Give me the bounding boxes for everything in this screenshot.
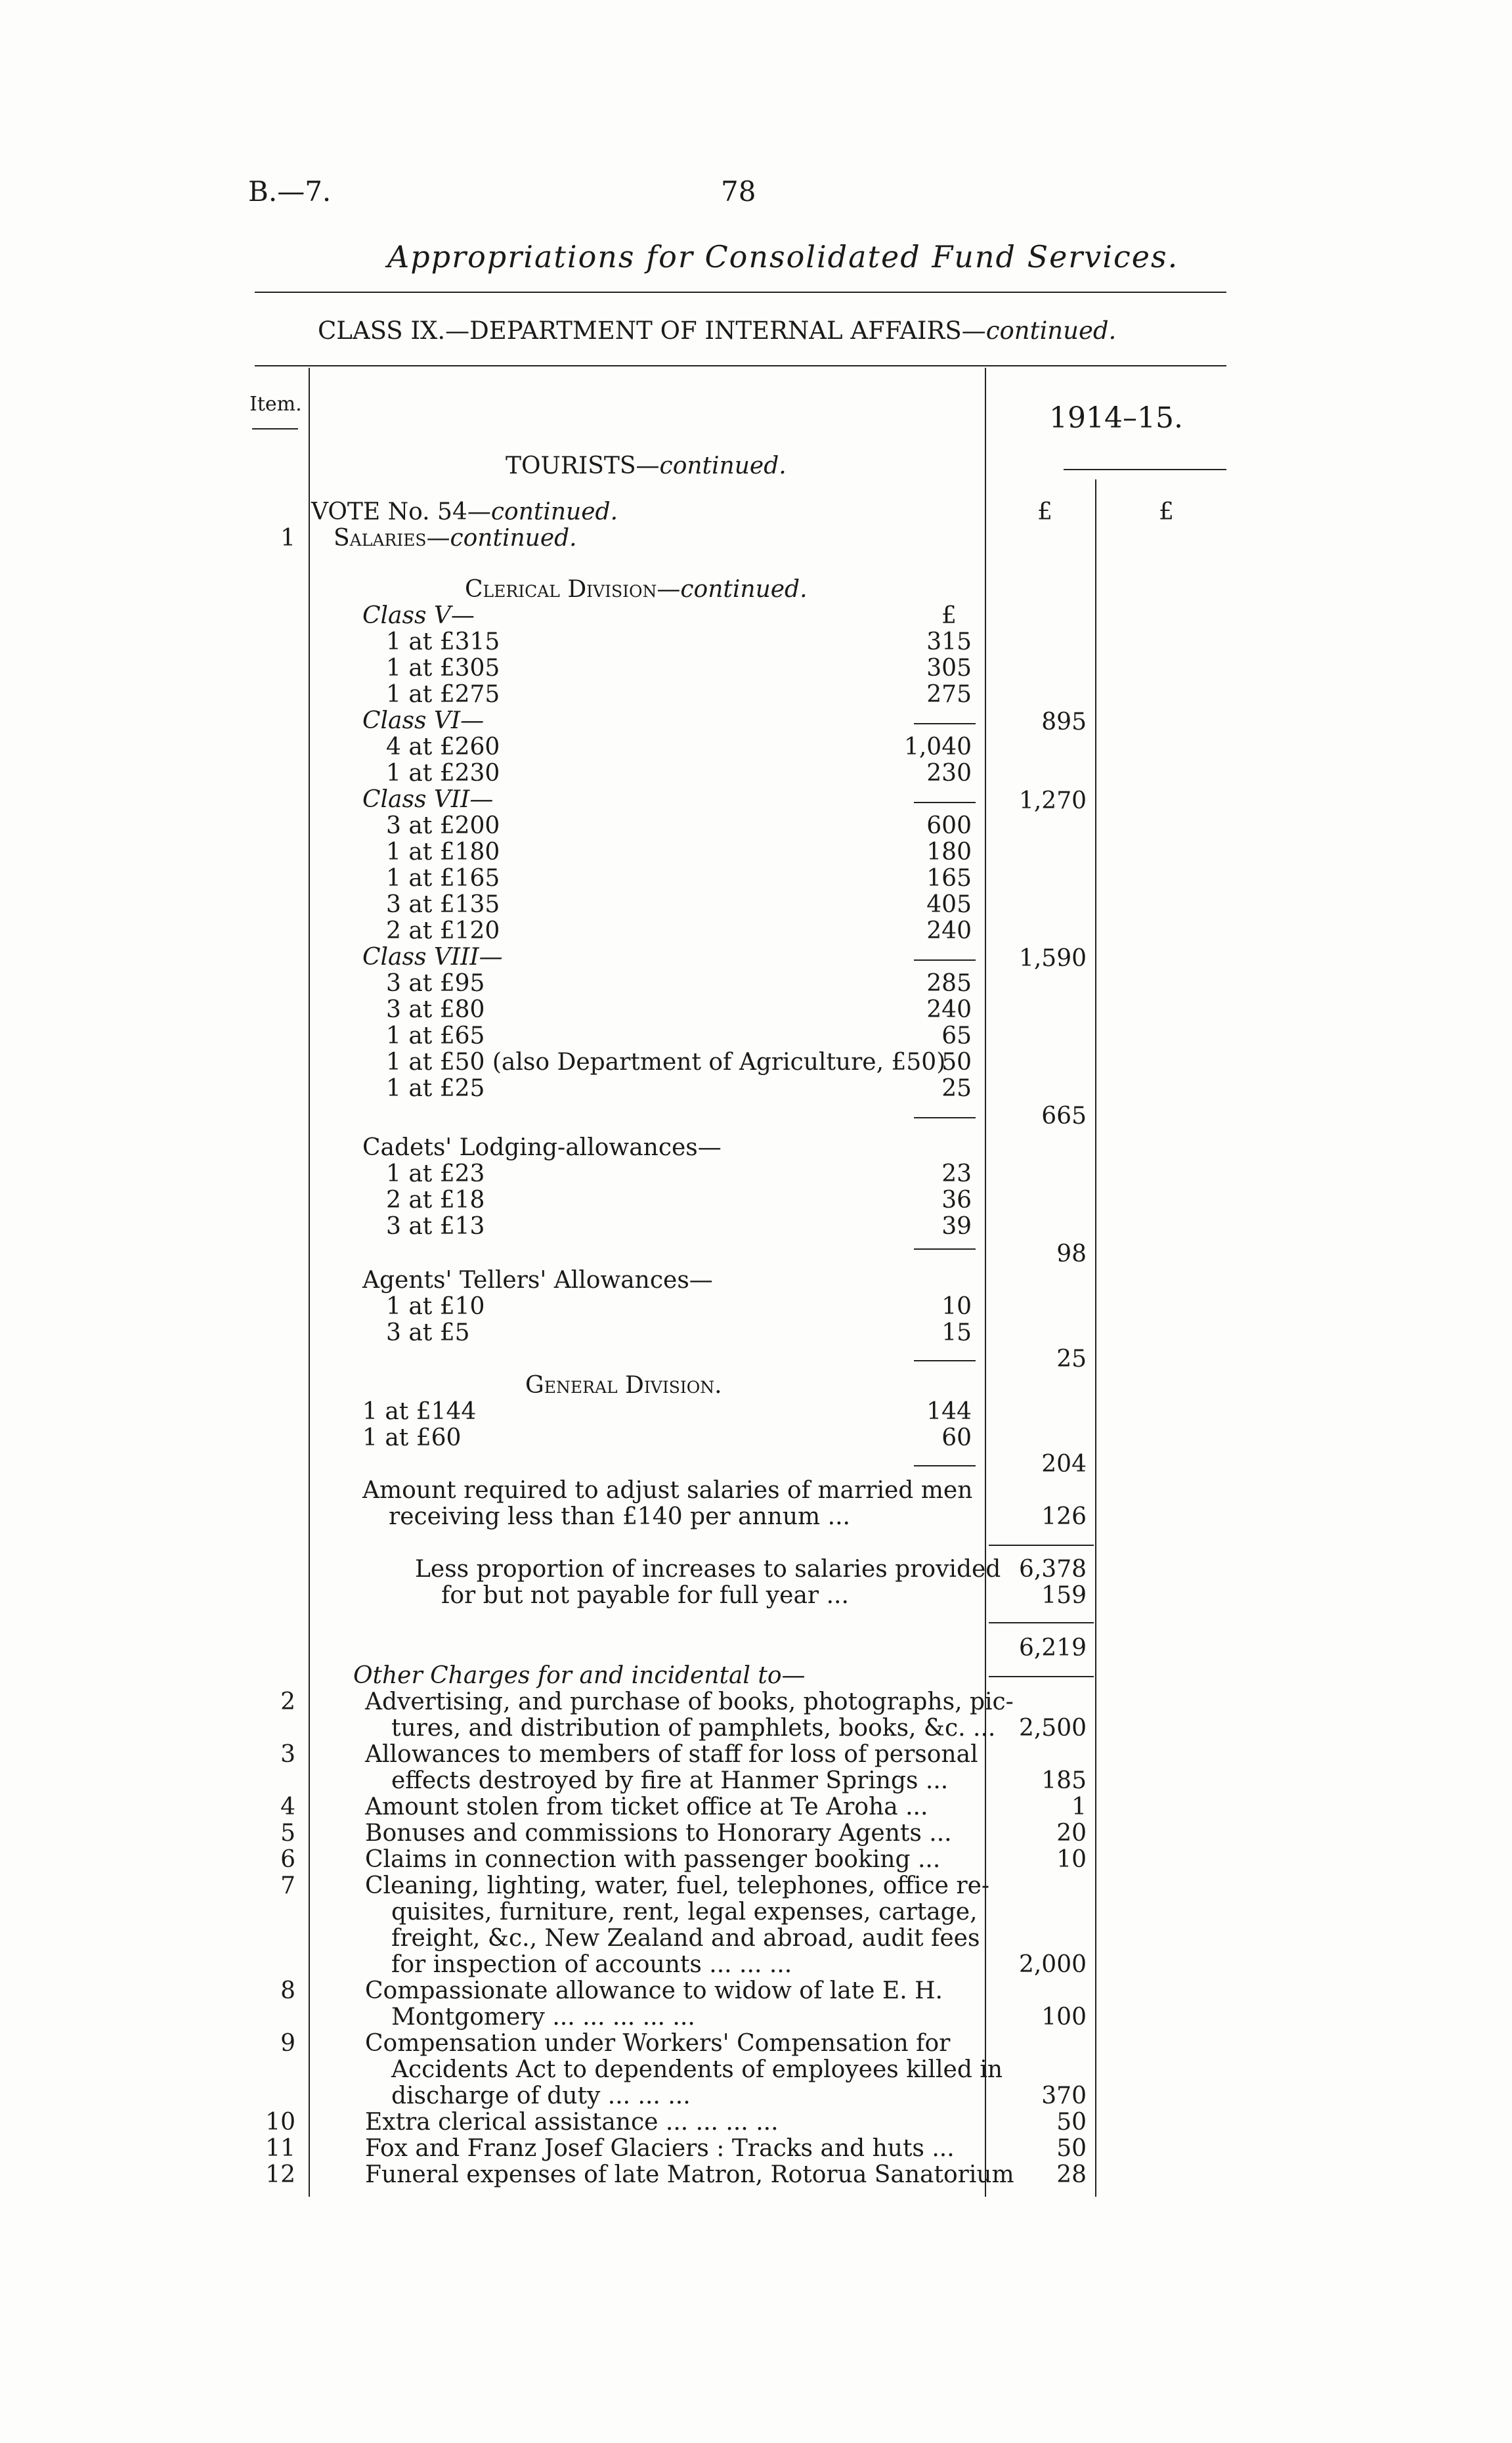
net-total-amount: 6,219 [1018, 1635, 1087, 1662]
class-vi-row-amount: 230 [926, 760, 972, 787]
class-viii-row-desc: 3 at £95 [386, 970, 485, 997]
class-vii-label: Class VII— [362, 786, 494, 813]
married-adjustment-line2: receiving less than £140 per annum ... [389, 1503, 850, 1530]
class-viii-row-desc: 1 at £65 [386, 1023, 485, 1049]
charge-line: Fox and Franz Josef Glaciers : Tracks and huts ... [365, 2135, 955, 2162]
subtotal-rule [989, 1545, 1094, 1546]
cadets-row-amount: 36 [941, 1187, 972, 1214]
class-viii-row-amount: 50 [941, 1049, 972, 1076]
subtotal-rule [914, 959, 976, 961]
class-v-row-desc: 1 at £275 [386, 681, 500, 708]
class-viii-row-amount: 240 [926, 996, 972, 1023]
net-total-rule [989, 1622, 1094, 1623]
other-charges-heading: Other Charges for and incidental to— [353, 1662, 806, 1689]
class-vii-row-amount: 180 [926, 839, 972, 866]
pound-sign-col2: £ [1037, 498, 1052, 525]
charge-line: Compassionate allowance to widow of late E. H. [365, 1977, 943, 2004]
agents-label: Agents' Tellers' Allowances— [362, 1267, 713, 1294]
class-vii-row-desc: 1 at £165 [386, 865, 500, 892]
subtotal-rule [914, 1360, 976, 1361]
charge-line: Bonuses and commissions to Honorary Agents ... [365, 1820, 952, 1847]
pound-sign-col1: £ [941, 602, 957, 629]
class-vii-row-desc: 3 at £200 [386, 812, 500, 839]
general-division-heading: General Division. [525, 1372, 722, 1399]
cadets-row-desc: 1 at £23 [386, 1160, 485, 1187]
year-rule [1064, 469, 1226, 470]
charge-amount: 2,500 [1018, 1715, 1087, 1742]
charge-line: for inspection of accounts ... ... ... [391, 1951, 792, 1978]
charge-line: Montgomery ... ... ... ... ... [391, 2004, 695, 2031]
charge-amount: 50 [1056, 2135, 1087, 2162]
net-total-rule-bottom [989, 1676, 1094, 1677]
item-number: 9 [280, 2030, 295, 2057]
subtotal-rule [914, 723, 976, 724]
agents-row-amount: 15 [941, 1319, 972, 1346]
class-vii-row-desc: 2 at £120 [386, 917, 500, 944]
item-number: 12 [265, 2161, 295, 2188]
class-vi-row-desc: 4 at £260 [386, 734, 500, 760]
class-viii-row-amount: 25 [941, 1075, 972, 1102]
agents-row-amount: 10 [941, 1293, 972, 1320]
item-number: 7 [280, 1872, 295, 1899]
charge-line: Extra clerical assistance ... ... ... ... [365, 2109, 779, 2136]
clerical-heading: Clerical Division—continued. [465, 576, 808, 603]
page-number: 78 [721, 175, 756, 208]
charge-amount: 20 [1056, 1820, 1087, 1847]
class-viii-row-desc: 1 at £50 (also Department of Agriculture, £50) [386, 1049, 946, 1076]
charge-amount: 50 [1056, 2109, 1087, 2136]
charge-line: Amount stolen from ticket office at Te Aroha ... [365, 1794, 928, 1820]
cadets-row-desc: 3 at £13 [386, 1213, 485, 1240]
subtotal-rule [914, 802, 976, 803]
class-viii-total: 665 [1041, 1103, 1087, 1130]
class-viii-row-amount: 285 [926, 970, 972, 997]
vote-label: VOTE No. 54—continued. [311, 498, 618, 525]
subtotal-amount: 6,378 [1018, 1556, 1087, 1583]
class-v-row-amount: 315 [926, 628, 972, 655]
class-vi-total: 1,270 [1018, 787, 1087, 814]
item-column-rule [309, 368, 310, 2197]
class-v-row-desc: 1 at £305 [386, 655, 500, 682]
charge-amount: 100 [1041, 2004, 1087, 2031]
class-viii-row-amount: 65 [941, 1023, 972, 1049]
total-column-rule [1095, 479, 1096, 2197]
class-vii-row-amount: 405 [926, 891, 972, 918]
item-header-rule [252, 428, 298, 429]
item-number: 6 [280, 1846, 295, 1873]
charge-line: Cleaning, lighting, water, fuel, telephones, office re- [365, 1872, 990, 1899]
item-number: 3 [280, 1741, 295, 1768]
charge-amount: 1 [1071, 1794, 1087, 1820]
charge-line: Allowances to members of staff for loss of personal [365, 1741, 978, 1768]
charge-amount: 185 [1041, 1767, 1087, 1794]
class-vi-row-desc: 1 at £230 [386, 760, 500, 787]
title-rule [255, 292, 1226, 293]
less-proportion-line1: Less proportion of increases to salaries provided [415, 1556, 1001, 1583]
class-v-row-amount: 275 [926, 681, 972, 708]
item-number: 4 [280, 1794, 295, 1820]
pound-sign-col3: £ [1159, 498, 1174, 525]
married-adjustment-line1: Amount required to adjust salaries of married men [362, 1477, 973, 1504]
cadets-row-amount: 39 [941, 1213, 972, 1240]
salaries-label: Salaries—continued. [334, 525, 577, 552]
cadets-row-desc: 2 at £18 [386, 1187, 485, 1214]
class-vii-total: 1,590 [1018, 945, 1087, 972]
section-tourists: TOURISTS—continued. [506, 452, 787, 479]
item-number: 10 [265, 2109, 295, 2136]
item-column-header: Item. [249, 393, 302, 416]
class-v-total: 895 [1041, 709, 1087, 736]
agents-total: 25 [1056, 1346, 1087, 1373]
general-row-desc: 1 at £60 [362, 1424, 462, 1451]
item-number: 5 [280, 1820, 295, 1847]
charge-amount: 28 [1056, 2161, 1087, 2188]
class-vi-label: Class VI— [362, 707, 485, 734]
subtotal-rule [914, 1248, 976, 1250]
class-vii-row-desc: 1 at £180 [386, 839, 500, 866]
charge-line: discharge of duty ... ... ... [391, 2082, 691, 2109]
charge-line: Funeral expenses of late Matron, Rotorua Sanatorium [365, 2161, 1014, 2188]
class-vii-row-desc: 3 at £135 [386, 891, 500, 918]
general-total: 204 [1041, 1451, 1087, 1478]
cadets-row-amount: 23 [941, 1160, 972, 1187]
class-viii-label: Class VIII— [362, 944, 503, 971]
less-proportion-line2: for but not payable for full year ... [441, 1582, 849, 1609]
item-number: 11 [265, 2135, 295, 2162]
class-viii-row-desc: 1 at £25 [386, 1075, 485, 1102]
class-vii-row-amount: 600 [926, 812, 972, 839]
general-row-amount: 60 [941, 1424, 972, 1451]
class-heading: CLASS IX.—DEPARTMENT OF INTERNAL AFFAIRS—continued. [318, 317, 1117, 345]
charge-line: freight, &c., New Zealand and abroad, audit fees [391, 1925, 980, 1952]
item-number: 8 [280, 1977, 295, 2004]
charge-amount: 2,000 [1018, 1951, 1087, 1978]
amount-column-rule [985, 368, 986, 2197]
agents-row-desc: 1 at £10 [386, 1293, 485, 1320]
table-top-rule [255, 365, 1226, 366]
cadets-total: 98 [1056, 1241, 1087, 1267]
year-header: 1914–15. [1049, 401, 1183, 435]
charge-line: Compensation under Workers' Compensation for [365, 2030, 951, 2057]
general-row-amount: 144 [926, 1398, 972, 1425]
class-vi-row-amount: 1,040 [903, 734, 972, 760]
item-number: 1 [280, 525, 295, 552]
cadets-label: Cadets' Lodging-allowances— [362, 1134, 722, 1161]
charge-line: tures, and distribution of pamphlets, books, &c. ... [391, 1715, 996, 1742]
class-v-label: Class V— [362, 602, 475, 629]
class-v-row-amount: 305 [926, 655, 972, 682]
class-v-row-desc: 1 at £315 [386, 628, 500, 655]
document-reference: B.—7. [248, 175, 332, 208]
charge-amount: 370 [1041, 2082, 1087, 2109]
class-viii-row-desc: 3 at £80 [386, 996, 485, 1023]
less-proportion-amount: 159 [1041, 1582, 1087, 1609]
subtotal-rule [914, 1465, 976, 1466]
charge-line: Accidents Act to dependents of employees killed in [391, 2056, 1003, 2083]
married-adjustment-amount: 126 [1041, 1503, 1087, 1530]
charge-line: Claims in connection with passenger booking ... [365, 1846, 941, 1873]
page-title: Appropriations for Consolidated Fund Services. [387, 239, 1179, 275]
class-vii-row-amount: 240 [926, 917, 972, 944]
item-number: 2 [280, 1688, 295, 1715]
charge-line: quisites, furniture, rent, legal expenses, cartage, [391, 1899, 978, 1926]
class-vii-row-amount: 165 [926, 865, 972, 892]
subtotal-rule [914, 1117, 976, 1118]
agents-row-desc: 3 at £5 [386, 1319, 470, 1346]
general-row-desc: 1 at £144 [362, 1398, 477, 1425]
charge-line: Advertising, and purchase of books, photographs, pic- [365, 1688, 1014, 1715]
charge-amount: 10 [1056, 1846, 1087, 1873]
charge-line: effects destroyed by fire at Hanmer Springs ... [391, 1767, 949, 1794]
